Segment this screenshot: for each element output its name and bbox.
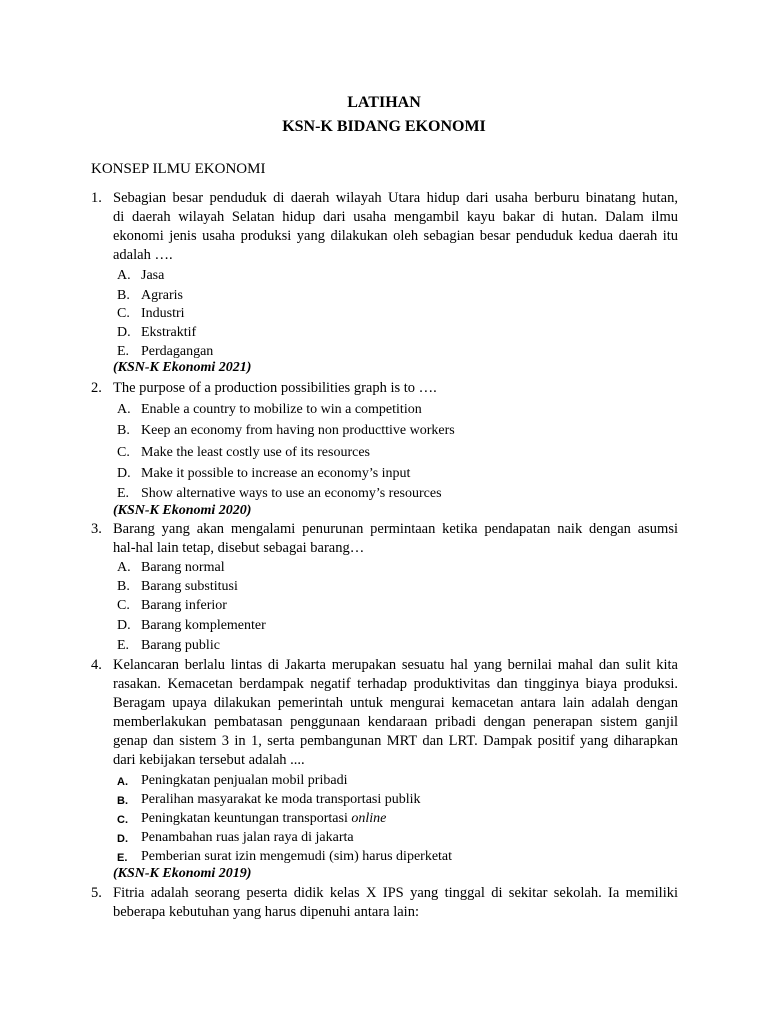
- option-letter: B.: [117, 423, 130, 438]
- option-text-italic: online: [351, 811, 387, 826]
- question-2-number: 2.: [91, 380, 102, 396]
- option-text: Make the least costly use of its resources: [141, 445, 370, 460]
- question-line: beberapa kebutuhan yang harus dipenuhi antara lain:: [113, 904, 419, 920]
- question-line: memberlakukan pembatasan penggunaan kendaraan pribadi dengan penerapan sistem ganjil: [113, 714, 678, 730]
- question-line: adalah ….: [113, 247, 173, 263]
- option-text: Peralihan masyarakat ke moda transportasi publik: [141, 792, 421, 807]
- option-letter: B.: [117, 288, 130, 303]
- source-label: (KSN-K Ekonomi 2019): [113, 866, 252, 881]
- option-text: Pemberian surat izin mengemudi (sim) harus diperketat: [141, 849, 453, 864]
- question-4-text: [113, 656, 678, 770]
- question-4-number: 4.: [91, 657, 102, 673]
- option-text: Barang public: [141, 638, 220, 653]
- option-text: Barang komplementer: [141, 618, 266, 633]
- question-line: genap dan sistem 3 in 1, serta pembangunan MRT dan LRT. Dampak positif yang diharapkan: [113, 733, 678, 749]
- option-text: Penambahan ruas jalan raya di jakarta: [141, 830, 354, 845]
- question-line: Fitria adalah seorang peserta didik kelas X IPS yang tinggal di sekitar sekolah. Ia memiliki: [113, 885, 678, 901]
- option-letter: D.: [117, 466, 131, 481]
- option-text: Barang normal: [141, 560, 225, 575]
- option-letter: A.: [117, 268, 131, 283]
- option-letter: D.: [117, 833, 128, 845]
- question-5-text: [113, 884, 678, 922]
- option-text: [141, 810, 386, 828]
- title-ksn: KSN-K BIDANG EKONOMI: [282, 118, 486, 135]
- title-latihan: LATIHAN: [347, 94, 421, 111]
- option-letter: D.: [117, 618, 131, 633]
- option-letter: A.: [117, 560, 131, 575]
- source-label: (KSN-K Ekonomi 2020): [113, 503, 252, 518]
- question-line: rasakan. Kemacetan berdampak negatif terhadap produktivitas dan tingginya biaya produksi.: [113, 676, 678, 692]
- option-text: Keep an economy from having non producttive workers: [141, 423, 455, 438]
- option-text: Agraris: [141, 288, 183, 303]
- option-text: Barang inferior: [141, 598, 227, 613]
- option-text: Enable a country to mobilize to win a competition: [141, 402, 422, 417]
- option-text: Make it possible to increase an economy’s input: [141, 466, 411, 481]
- question-2-text: [113, 379, 678, 398]
- option-text: Perdagangan: [141, 344, 214, 359]
- question-line: di daerah wilayah Selatan hidup dari usaha mengambil kayu bakar di hutan. Dalam ilmu: [113, 209, 678, 225]
- question-line: The purpose of a production possibilities graph is to ….: [113, 380, 437, 396]
- question-3-number: 3.: [91, 521, 102, 537]
- question-line: dari kebijakan tersebut adalah ....: [113, 752, 305, 768]
- question-3-text: [113, 520, 678, 558]
- option-text: Jasa: [141, 268, 165, 283]
- option-letter: C.: [117, 814, 128, 826]
- option-letter: E.: [117, 638, 130, 653]
- option-letter: E.: [117, 852, 128, 864]
- question-line: Beragam upaya dilakukan pemerintah untuk mengurai kemacetan antara lain adalah dengan: [113, 695, 678, 711]
- question-1-text: [113, 189, 678, 265]
- option-letter: B.: [117, 795, 128, 807]
- option-text: Barang substitusi: [141, 579, 238, 594]
- source-label: (KSN-K Ekonomi 2021): [113, 360, 252, 375]
- option-letter: C.: [117, 306, 130, 321]
- option-letter: C.: [117, 598, 130, 613]
- option-text-main: Peningkatan keuntungan transportasi: [141, 811, 348, 826]
- section-heading: KONSEP ILMU EKONOMI: [91, 161, 266, 177]
- option-text: Ekstraktif: [141, 325, 197, 340]
- option-text: Industri: [141, 306, 185, 321]
- option-text: Peningkatan penjualan mobil pribadi: [141, 773, 348, 788]
- option-letter: A.: [117, 402, 131, 417]
- question-line: ekonomi jenis usaha produksi yang dilakukan oleh sebagian besar penduduk kedua daerah itu: [113, 228, 678, 244]
- option-letter: E.: [117, 486, 130, 501]
- option-letter: C.: [117, 445, 130, 460]
- question-5-number: 5.: [91, 885, 102, 901]
- option-letter: B.: [117, 579, 130, 594]
- option-letter: A.: [117, 776, 128, 788]
- question-line: Kelancaran berlalu lintas di Jakarta merupakan sesuatu hal yang bernilai mahal dan sulit kita: [113, 657, 678, 673]
- question-line: hal-hal lain tetap, disebut sebagai barang…: [113, 540, 365, 556]
- question-line: Sebagian besar penduduk di daerah wilayah Utara hidup dari usaha berburu binatang hutan,: [113, 190, 678, 206]
- option-letter: D.: [117, 325, 131, 340]
- option-text: Show alternative ways to use an economy’s resources: [141, 486, 442, 501]
- question-1-number: 1.: [91, 190, 102, 206]
- option-letter: E.: [117, 344, 130, 359]
- question-line: Barang yang akan mengalami penurunan permintaan ketika pendapatan naik dengan asumsi: [113, 521, 678, 537]
